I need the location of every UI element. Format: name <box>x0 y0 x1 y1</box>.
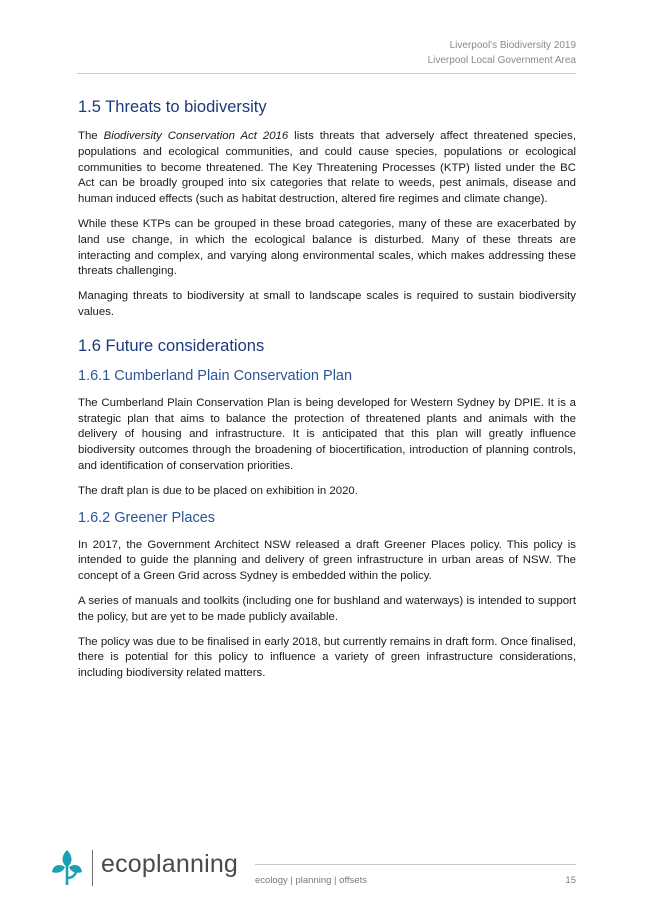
logo-divider <box>92 850 93 886</box>
paragraph: In 2017, the Government Architect NSW released a draft Greener Places policy. This policy is intended to guide the planning and delivery of green infrastructure in urban areas of NSW. The concept of a Green Grid across Sydney is embedded within the policy. <box>78 538 576 583</box>
paragraph: Managing threats to biodiversity at small to landscape scales is required to sustain biodiversity values. <box>78 290 576 318</box>
section-heading-1-6: 1.6 Future considerations <box>78 336 265 355</box>
company-logo-text: ecoplanning <box>101 850 239 878</box>
paragraph: The draft plan is due to be placed on exhibition in 2020. <box>78 484 358 497</box>
header-title: Liverpool's Biodiversity 2019 <box>449 40 576 51</box>
header-divider <box>77 73 576 74</box>
running-header <box>428 38 576 68</box>
subsection-heading-1-6-2: 1.6.2 Greener Places <box>78 509 216 526</box>
page-number: 15 <box>565 875 576 886</box>
act-title: Biodiversity Conservation Act 2016 <box>103 130 289 142</box>
paragraph: The policy was due to be finalised in early 2018, but currently remains in draft form. Once finalised, there is potential for this policy to influence a variety of green infrastructure considerations, including biodiversity related matters. <box>78 635 576 680</box>
page-body <box>78 98 576 691</box>
subsection-heading-1-6-1: 1.6.1 Cumberland Plain Conservation Plan <box>78 367 353 384</box>
paragraph: The Cumberland Plain Conservation Plan is being developed for Western Sydney by DPIE. It is a strategic plan that aims to balance the protection of threatened plants and animals with the delivery of housing and infrastructure. It is anticipated that this plan will greatly influence biodiversity outcomes through the broadening of biocertification, introduction of planning controls, and identification of conservation priorities. <box>78 396 576 472</box>
header-subtitle: Liverpool Local Government Area <box>427 55 576 66</box>
footer-divider <box>255 864 576 865</box>
page-footer <box>0 840 653 900</box>
paragraph: A series of manuals and toolkits (including one for bushland and waterways) is intended to support the policy, but are yet to be made publicly available. <box>78 594 576 623</box>
ecoplanning-leaf-logo-icon <box>50 848 84 886</box>
paragraph: While these KTPs can be grouped in these broad categories, many of these are exacerbated by land use change, in which the ecological balance is disturbed. Many of these threats are interacting and complex, and varying along environmental scales, which makes addressing these threats challenging. <box>78 217 576 278</box>
footer-tagline: ecology | planning | offsets <box>255 875 367 886</box>
section-heading-1-5: 1.5 Threats to biodiversity <box>78 98 267 116</box>
paragraph: The Biodiversity Conservation Act 2016 lists threats that adversely affect threatened species, populations and ecological communities, and could cause species, populations or ecological communities to become threatened. The Key Threatening Processes (KTP) listed under the BC Act can be broadly grouped into six categories that relate to weeds, pest animals, disease and human induced effects (such as habitat destruction, altered fire regimes and climate change). <box>78 130 576 206</box>
